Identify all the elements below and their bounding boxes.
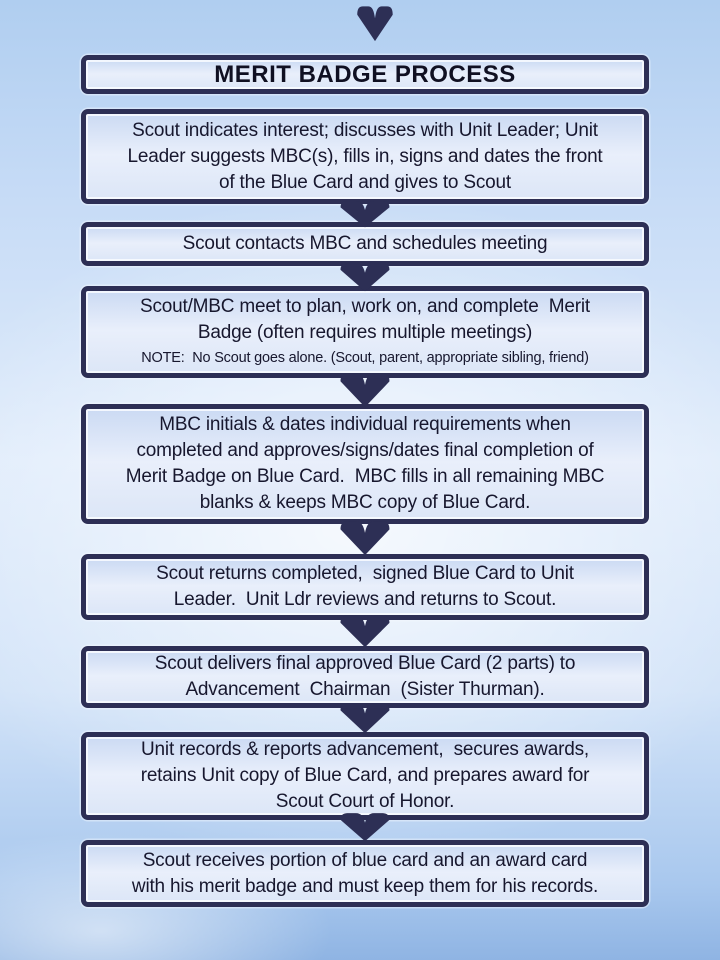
step-text-line: Badge (often requires multiple meetings) xyxy=(197,322,533,343)
step-text-line: Scout returns completed, signed Blue Card to Unit xyxy=(156,563,574,584)
step-text-line: Merit Badge on Blue Card. MBC fills in all remaining MBC xyxy=(125,466,605,487)
down-arrow-icon xyxy=(336,614,394,648)
step-text-line: Unit records & reports advancement, secures awards, xyxy=(141,739,589,760)
step-text-line: Advancement Chairman (Sister Thurman). xyxy=(185,679,545,700)
step-text-line: retains Unit copy of Blue Card, and prepares award for xyxy=(140,765,590,786)
step-text-line: completed and approves/signs/dates final completion of xyxy=(136,440,594,461)
step-box-2 xyxy=(81,222,649,266)
step-text-line: Scout contacts MBC and schedules meeting xyxy=(182,233,548,254)
step-text-line: of the Blue Card and gives to Scout xyxy=(219,171,511,193)
step-box-6 xyxy=(81,646,649,708)
title-box xyxy=(81,55,649,94)
step-box-4 xyxy=(81,404,649,524)
down-arrow-icon xyxy=(336,372,394,408)
down-arrow-icon xyxy=(336,812,394,842)
step-text-line: Scout/MBC meet to plan, work on, and complete Merit xyxy=(139,296,591,317)
step-note-line: NOTE: No Scout goes alone. (Scout, parent, appropriate sibling, friend) xyxy=(141,350,589,366)
step-box-7 xyxy=(81,732,649,820)
down-arrow-icon xyxy=(336,520,394,556)
step-text-line: MBC initials & dates individual requirements when xyxy=(159,414,571,435)
step-text-line: blanks & keeps MBC copy of Blue Card. xyxy=(199,492,531,513)
top-down-arrow-icon xyxy=(354,5,396,42)
step-text-line: Leader suggests MBC(s), fills in, signs and dates the front xyxy=(127,145,603,167)
step-box-8 xyxy=(81,840,649,907)
step-text-line: Leader. Unit Ldr reviews and returns to Scout. xyxy=(173,589,557,610)
step-box-1 xyxy=(81,109,649,204)
step-text-line: Scout receives portion of blue card and an award card xyxy=(142,849,588,871)
down-arrow-icon xyxy=(336,200,394,228)
down-arrow-icon xyxy=(336,262,394,292)
step-box-3 xyxy=(81,286,649,378)
page-title: MERIT BADGE PROCESS xyxy=(214,60,516,88)
step-text-line: Scout indicates interest; discusses with Unit Leader; Unit xyxy=(132,119,598,141)
down-arrow-icon xyxy=(336,702,394,734)
step-text-line: Scout Court of Honor. xyxy=(275,791,455,812)
step-text-line: with his merit badge and must keep them for his records. xyxy=(131,875,599,897)
step-box-5 xyxy=(81,554,649,620)
step-text-line: Scout delivers final approved Blue Card (2 parts) to xyxy=(154,653,576,674)
